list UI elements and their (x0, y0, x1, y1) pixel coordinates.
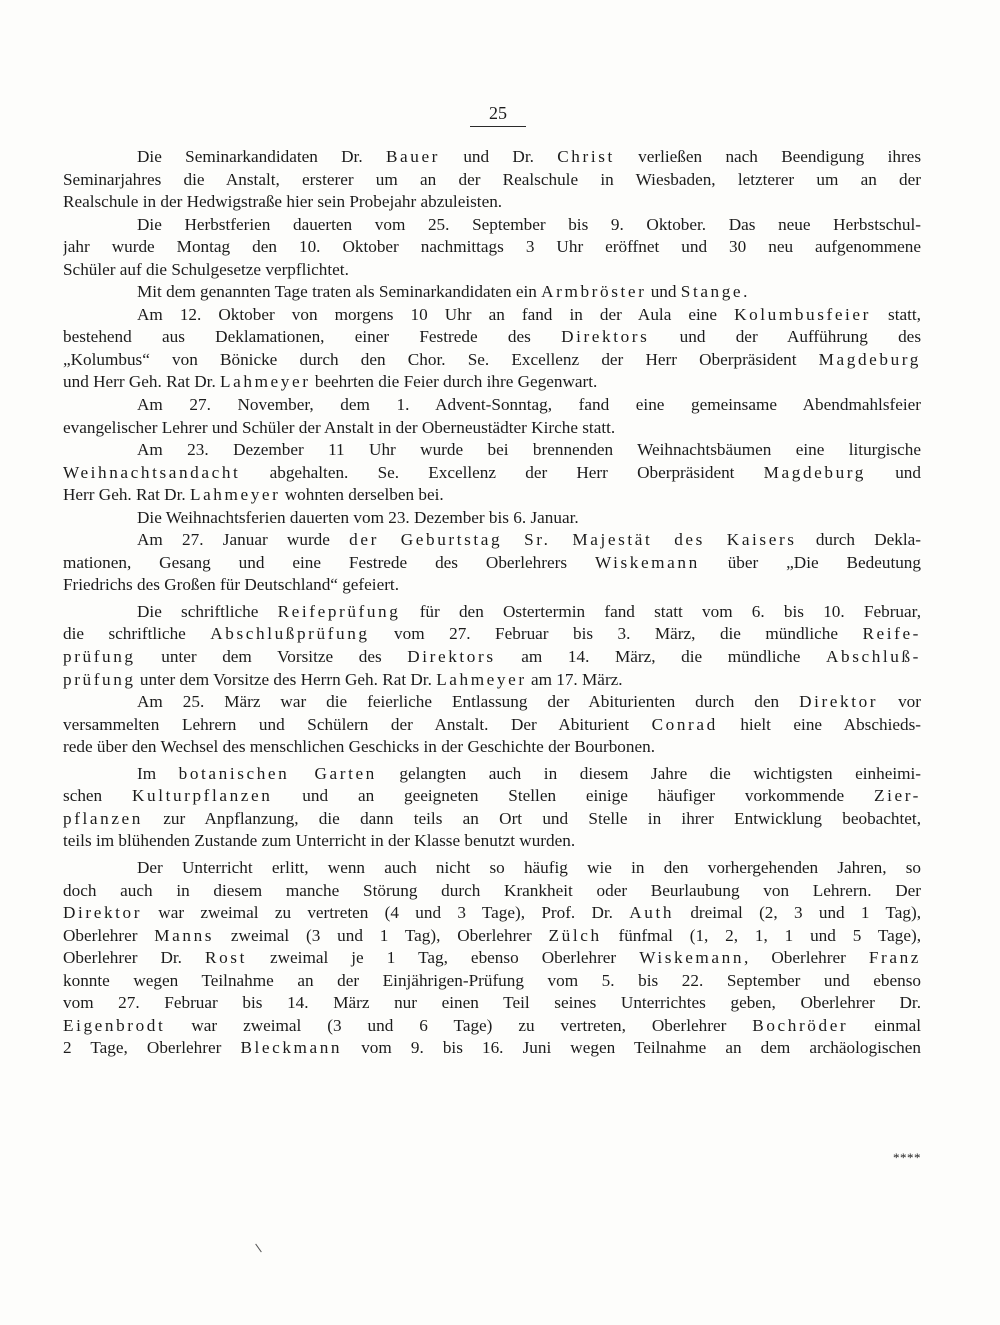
spaced-emphasis-text: Stange. (680, 282, 751, 302)
spaced-emphasis-text: Direktor (63, 903, 143, 923)
page-number-rule (470, 126, 526, 127)
spaced-emphasis-text: Lahmeyer (189, 485, 281, 505)
scan-speck (255, 1244, 262, 1253)
text-run: Die Weihnachtsferien dauerten vom 23. Dezember bis 6. Januar. (137, 507, 579, 527)
spaced-emphasis-text: botanischen Garten (178, 763, 377, 783)
text-run: war zweimal (3 und 6 Tage) zu vertreten, Oberlehrer (165, 1015, 753, 1035)
text-run: abgehalten. Se. Excellenz der Herr Oberpräsident (240, 462, 764, 482)
text-run: , Oberlehrer (744, 948, 869, 968)
text-line (63, 830, 921, 853)
text-line (63, 857, 921, 880)
text-run: Realschule in der Hedwigstraße hier sein Probejahr abzuleisten. (63, 192, 503, 212)
spaced-emphasis-text: Manns (154, 925, 215, 945)
text-run: vor (878, 692, 921, 712)
spaced-emphasis-text: Bochröder (752, 1015, 849, 1035)
text-run: Seminarjahres die Anstalt, ersterer um an der Realschule in Wiesbaden, letzterer um an der (63, 169, 921, 189)
page-number: 25 (489, 103, 507, 123)
text-run: wohnten derselben bei. (280, 485, 444, 505)
spaced-emphasis-text: Abschlußprüfung (210, 624, 370, 644)
spaced-emphasis-text: der Geburtstag Sr. Majestät des Kaisers (349, 530, 797, 550)
text-run: statt, (870, 304, 921, 324)
spaced-emphasis-text: Abschluß- (826, 647, 921, 667)
spaced-emphasis-text: Zier- (874, 786, 921, 806)
spaced-emphasis-text: Rost (205, 948, 247, 968)
text-line (63, 462, 921, 485)
text-run: einmal (848, 1015, 921, 1035)
text-line (63, 304, 921, 327)
text-run: und an geeigneten Stellen einige häufiger vorkommende (272, 786, 874, 806)
text-line (63, 669, 921, 692)
text-run: Die Seminarkandidaten Dr. (137, 147, 386, 166)
text-run: Friedrichs des Großen für Deutschland“ gefeiert. (63, 575, 399, 595)
text-line (63, 417, 921, 440)
spaced-emphasis-text: prüfung (63, 647, 136, 667)
text-line (63, 808, 921, 831)
spaced-emphasis-text: Reife- (862, 624, 921, 644)
text-run: durch Dekla- (796, 530, 921, 550)
text-line (63, 646, 921, 669)
text-run: rede über den Wechsel des menschlichen Geschicks in der Geschichte der Bourbonen. (63, 737, 656, 757)
signature-mark: **** (893, 1150, 921, 1165)
text-run: evangelischer Lehrer und Schüler der Anstalt in der Oberneustädter Kirche statt. (63, 417, 616, 437)
text-line (63, 191, 921, 214)
spaced-emphasis-text: Reifeprüfung (277, 601, 401, 621)
text-run: 2 Tage, Oberlehrer (63, 1038, 241, 1058)
text-line (63, 259, 921, 282)
spaced-emphasis-text: Kulturpflanzen (132, 786, 273, 806)
spaced-emphasis-text: Christ (557, 147, 615, 166)
text-run: Im (137, 763, 179, 783)
text-line (63, 601, 921, 624)
text-run: Schüler auf die Schulgesetze verpflichtet. (63, 259, 349, 279)
text-run: Oberlehrer (63, 925, 155, 945)
text-run: Die Herbstferien dauerten vom 25. September bis 9. Oktober. Das neue Herbstschul- (137, 214, 921, 234)
spaced-emphasis-text: Magdeburg (818, 349, 921, 369)
text-line (63, 1037, 921, 1060)
text-line (63, 394, 921, 417)
spaced-emphasis-text: Wiskemann (594, 552, 700, 572)
text-run: Der Unterricht erlitt, wenn auch nicht so häufig wie in den vorhergehenden Jahren, so (137, 857, 921, 877)
text-run: Am 12. Oktober von morgens 10 Uhr an fand in der Aula eine (137, 304, 735, 324)
text-line (63, 484, 921, 507)
spaced-emphasis-text: Armbröster (541, 282, 647, 302)
text-run: war zweimal zu vertreten (4 und 3 Tage), Prof. Dr. (142, 903, 630, 923)
spaced-emphasis-text: Franz (868, 948, 921, 968)
document-body (63, 146, 921, 1060)
spaced-emphasis-text: Magdeburg (763, 462, 866, 482)
text-run: unter dem Vorsitze des (135, 647, 408, 667)
text-line (63, 947, 921, 970)
text-line (63, 623, 921, 646)
text-run: vom 9. bis 16. Juni wegen Teilnahme an dem archäologischen (342, 1038, 921, 1058)
spaced-emphasis-text: Bleckmann (240, 1038, 343, 1058)
text-run: und Herr Geh. Rat Dr. (63, 372, 221, 392)
spaced-emphasis-text: Wiskemann (639, 948, 745, 968)
text-run: beehrten die Feier durch ihre Gegenwart. (310, 372, 598, 392)
spaced-emphasis-text: Weihnachtsandacht (63, 462, 241, 482)
text-run: dreimal (2, 3 und 1 Tag), (674, 903, 921, 923)
text-run: mationen, Gesang und eine Festrede des Oberlehrers (63, 552, 595, 572)
text-line (63, 281, 921, 304)
text-run: über „Die Bedeutung (699, 552, 921, 572)
spaced-emphasis-text: Conrad (651, 714, 718, 734)
text-line (63, 736, 921, 759)
text-run: doch auch in diesem manche Störung durch Krankheit oder Beurlaubung von Lehrern. Der (63, 880, 921, 900)
text-line (63, 371, 921, 394)
text-run: und der Aufführung des (649, 327, 921, 347)
text-run: Oberlehrer Dr. (63, 948, 206, 968)
spaced-emphasis-text: Bauer (385, 147, 440, 166)
text-run: und (866, 462, 921, 482)
spaced-emphasis-text: Kolumbusfeier (734, 304, 871, 324)
text-line (63, 992, 921, 1015)
text-line (63, 1015, 921, 1038)
text-run: vom 27. Februar bis 3. März, die mündliche (369, 624, 863, 644)
text-run: „Kolumbus“ von Bönicke durch den Chor. Se. Excellenz der Herr Oberpräsident (63, 349, 819, 369)
text-run: am 14. März, die mündliche (495, 647, 826, 667)
spaced-emphasis-text: Direktor (799, 692, 879, 712)
text-run: Die schriftliche (137, 601, 278, 621)
text-line (63, 925, 921, 948)
text-run: hielt eine Abschieds- (717, 714, 921, 734)
text-line (63, 785, 921, 808)
text-line (63, 236, 921, 259)
text-run: für den Ostertermin fand statt vom 6. bis 10. Februar, (400, 601, 921, 621)
text-line (63, 529, 921, 552)
text-run: gelangten auch in diesem Jahre die wichtigsten einheimi- (376, 763, 921, 783)
text-run: bestehend aus Deklamationen, einer Festrede des (63, 327, 562, 347)
text-run: die schriftliche (63, 624, 211, 644)
text-run: zur Anpflanzung, die dann teils an Ort und Stelle in ihrer Entwicklung beobachtet, (142, 808, 921, 828)
spaced-emphasis-text: Direktors (407, 647, 496, 667)
text-line (63, 507, 921, 530)
text-run: konnte wegen Teilnahme an der Einjährigen-Prüfung vom 5. bis 22. September und ebenso (63, 970, 921, 990)
text-line (63, 214, 921, 237)
text-line (63, 552, 921, 575)
text-line (63, 169, 921, 192)
text-line (63, 439, 921, 462)
text-run: zweimal (3 und 1 Tag), Oberlehrer (214, 925, 549, 945)
text-run: Herr Geh. Rat Dr. (63, 485, 190, 505)
spaced-emphasis-text: Lahmeyer (220, 372, 311, 392)
text-run: und (646, 282, 681, 302)
text-run: fünfmal (1, 2, 1, 1 und 5 Tage), (601, 925, 921, 945)
spaced-emphasis-text: Zülch (548, 925, 602, 945)
text-line (63, 880, 921, 903)
text-run: zweimal je 1 Tag, ebenso Oberlehrer (246, 948, 640, 968)
text-run: versammelten Lehrern und Schülern der Anstalt. Der Abiturient (63, 714, 652, 734)
text-run: jahr wurde Montag den 10. Oktober nachmittags 3 Uhr eröffnet und 30 neu aufgenommene (63, 237, 921, 257)
text-run: und Dr. (440, 147, 558, 166)
text-run: Am 23. Dezember 11 Uhr wurde bei brennenden Weihnachtsbäumen eine liturgische (137, 440, 921, 460)
spaced-emphasis-text: Direktors (561, 327, 650, 347)
spaced-emphasis-text: Eigenbrodt (63, 1015, 166, 1035)
text-run: teils im blühenden Zustande zum Unterricht in der Klasse benutzt wurden. (63, 831, 576, 851)
spaced-emphasis-text: prüfung (63, 669, 136, 689)
text-run: Am 27. November, dem 1. Advent-Sonntag, fand eine gemeinsame Abendmahlsfeier (137, 395, 921, 415)
text-run: am 17. März. (526, 669, 623, 689)
text-run: verließen nach Beendigung ihres (614, 147, 921, 166)
text-run: vom 27. Februar bis 14. März nur einen Teil seines Unterrichtes geben, Oberlehrer Dr. (63, 993, 921, 1013)
spaced-emphasis-text: Auth (629, 903, 675, 923)
spaced-emphasis-text: Lahmeyer (436, 669, 527, 689)
text-run: Am 27. Januar wurde (137, 530, 350, 550)
text-run: Am 25. März war die feierliche Entlassung der Abiturienten durch den (137, 692, 800, 712)
text-run: unter dem Vorsitze des Herrn Geh. Rat Dr. (135, 669, 437, 689)
text-line (63, 574, 921, 597)
text-line (63, 691, 921, 714)
spaced-emphasis-text: pflanzen (63, 808, 143, 828)
text-run: Mit dem genannten Tage traten als Seminarkandidaten ein (137, 282, 542, 302)
text-line (63, 349, 921, 372)
text-line (63, 970, 921, 993)
text-line (63, 763, 921, 786)
text-line (63, 902, 921, 925)
text-line (63, 326, 921, 349)
text-line (63, 714, 921, 737)
text-line (63, 146, 921, 169)
text-run: schen (63, 786, 132, 806)
